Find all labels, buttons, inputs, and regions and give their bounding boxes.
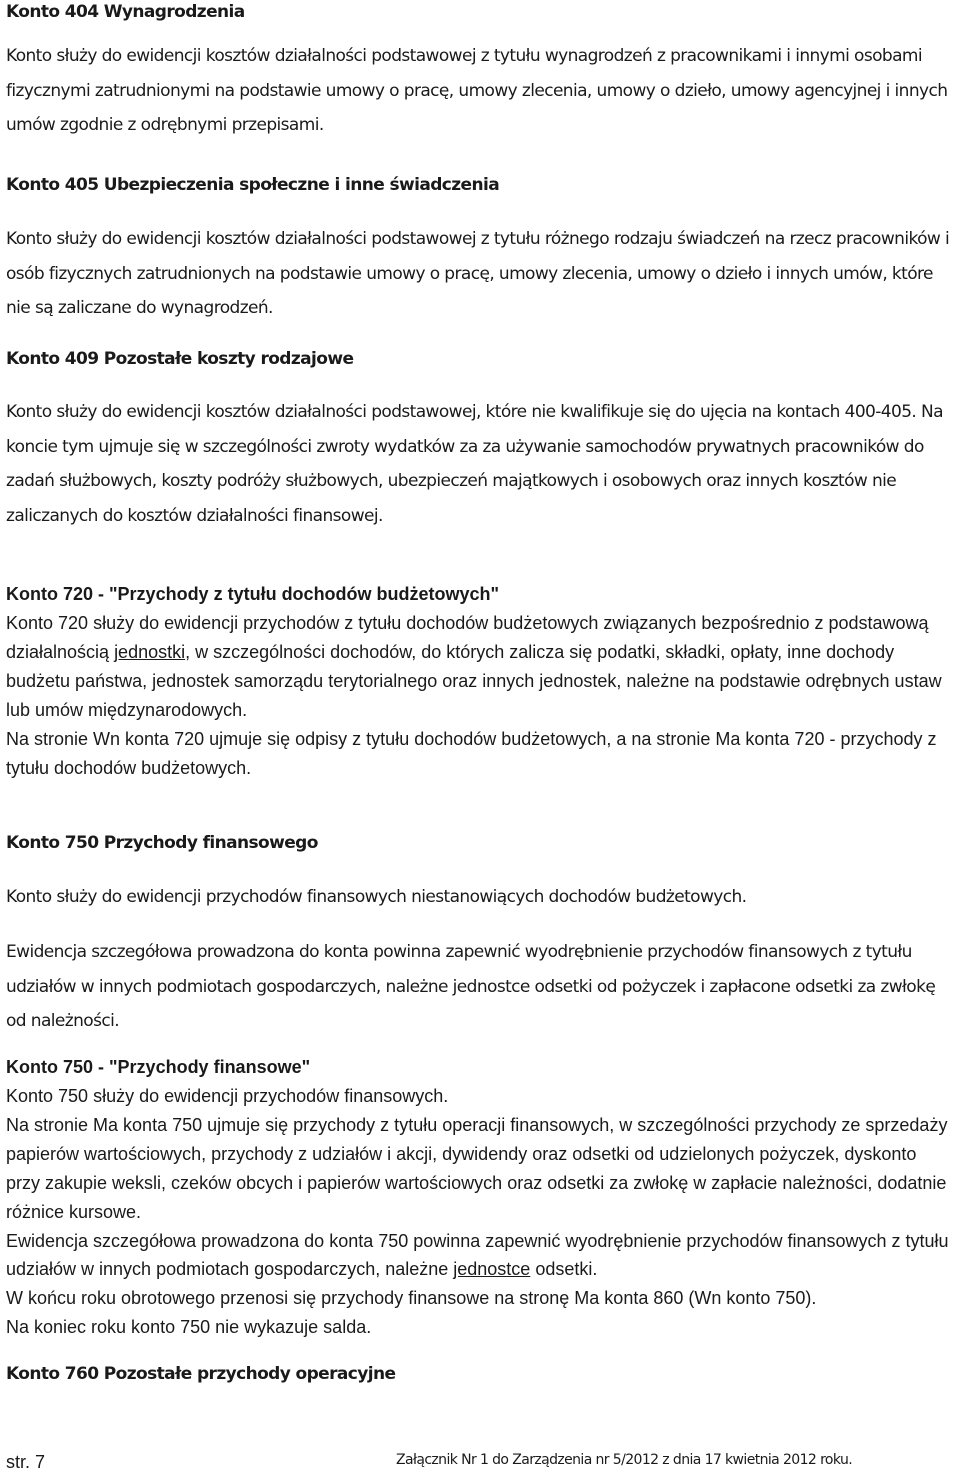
section-750a-text2: Ewidencja szczegółowa prowadzona do konta powinna zapewnić wyodrębnienie przychodów finansowych z tytułu udziałów w innych podmiotach gospodarczych, należne jednostce odsetki od pożyczek i zapłacone odsetki za zwłokę od należności. (6, 942, 936, 1031)
section-404-heading: Konto 404 Wynagrodzenia (6, 2, 245, 22)
section-720-p1-before: Konto 720 służy do ewidencji przychodów z tytułu dochodów budżetowych związanych bezpośrednio z podstawową działalnością (6, 613, 929, 662)
section-760-heading: Konto 760 Pozostałe przychody operacyjne (6, 1364, 396, 1384)
page-number: str. 7 (6, 1452, 46, 1472)
footer-note: Załącznik Nr 1 do Zarządzenia nr 5/2012 z dnia 17 kwietnia 2012 roku. (396, 1452, 853, 1468)
section-750a-text1: Konto służy do ewidencji przychodów finansowych niestanowiących dochodów budżetowych. (6, 887, 747, 907)
section-720-p1-after: , w szczególności dochodów, do których zalicza się podatki, składki, opłaty, inne dochody budżetu państwa, jednostek samorządu terytorialnego oraz innych jednostek, należne na podstawie odrębnych ustaw lub umów międzynarodowych. (6, 641, 942, 720)
section-750b-p5: Na koniec roku konto 750 nie wykazuje salda. (6, 1317, 372, 1338)
section-404-text: Konto służy do ewidencji kosztów działalności podstawowej z tytułu wynagrodzeń z pracownikami i innymi osobami fizycznymi zatrudnionymi na podstawie umowy o pracę, umowy zlecenia, umowy o dzieło, umowy agencyjnej i innych umów zgodnie z odrębnymi przepisami. (6, 46, 948, 135)
section-405-heading: Konto 405 Ubezpieczenia społeczne i inne świadczenia (6, 175, 500, 195)
section-750b-p2: Na stronie Ma konta 750 ujmuje się przychody z tytułu operacji finansowych, w szczególności przychody ze sprzedaży papierów wartościowych, przychody z udziałów i akcji, dywidendy oraz odsetki od udzielonych pożyczek, dyskonto przy zakupie weksli, czeków obcych i papierów wartościowych oraz odsetki za zwłokę w zapłacie należności, dodatnie różnice kursowe. (6, 1114, 948, 1222)
section-409-heading: Konto 409 Pozostałe koszty rodzajowe (6, 349, 354, 369)
section-750b-p4: W końcu roku obrotowego przenosi się przychody finansowe na stronę Ma konta 860 (Wn konto 750). (6, 1288, 817, 1309)
section-750b-p3-link: jednostce (453, 1259, 531, 1280)
section-720-p2: Na stronie Wn konta 720 ujmuje się odpisy z tytułu dochodów budżetowych, a na stronie Ma konta 720 - przychody z tytułu dochodów budżetowych. (6, 728, 937, 778)
section-750b-p1: Konto 750 służy do ewidencji przychodów finansowych. (6, 1086, 449, 1106)
section-405-text: Konto służy do ewidencji kosztów działalności podstawowej z tytułu różnego rodzaju świadczeń na rzecz pracowników i osób fizycznych zatrudnionych na podstawie umowy o pracę, umowy zlecenia, umowy o dzieło i innych umów, które nie są zaliczane do wynagrodzeń. (6, 229, 950, 318)
section-750a-heading: Konto 750 Przychody finansowego (6, 833, 318, 853)
section-720-text (6, 609, 954, 782)
section-720-heading: Konto 720 - "Przychody z tytułu dochodów budżetowych" (6, 584, 500, 604)
section-750b-p3-before: Ewidencja szczegółowa prowadzona do konta 750 powinna zapewnić wyodrębnienie przychodów finansowych z tytułu udziałów w innych podmiotach gospodarczych, należne (6, 1230, 949, 1280)
section-720-p1-link: jednostki (114, 641, 186, 662)
section-409-text: Konto służy do ewidencji kosztów działalności podstawowej, które nie kwalifikuje się do ujęcia na kontach 400-405. Na koncie tym ujmuje się w szczególności zwroty wydatków za za używanie samochodów prywatnych pracowników do zadań służbowych, koszty podróży służbowych, ubezpieczeń majątkowych i osobowych oraz innych kosztów nie zaliczanych do kosztów działalności finansowej. (6, 402, 943, 526)
section-750b-heading: Konto 750 - "Przychody finansowe" (6, 1057, 311, 1077)
section-750b-p3-after: odsetki. (530, 1259, 598, 1280)
section-750b-text (6, 1082, 954, 1342)
